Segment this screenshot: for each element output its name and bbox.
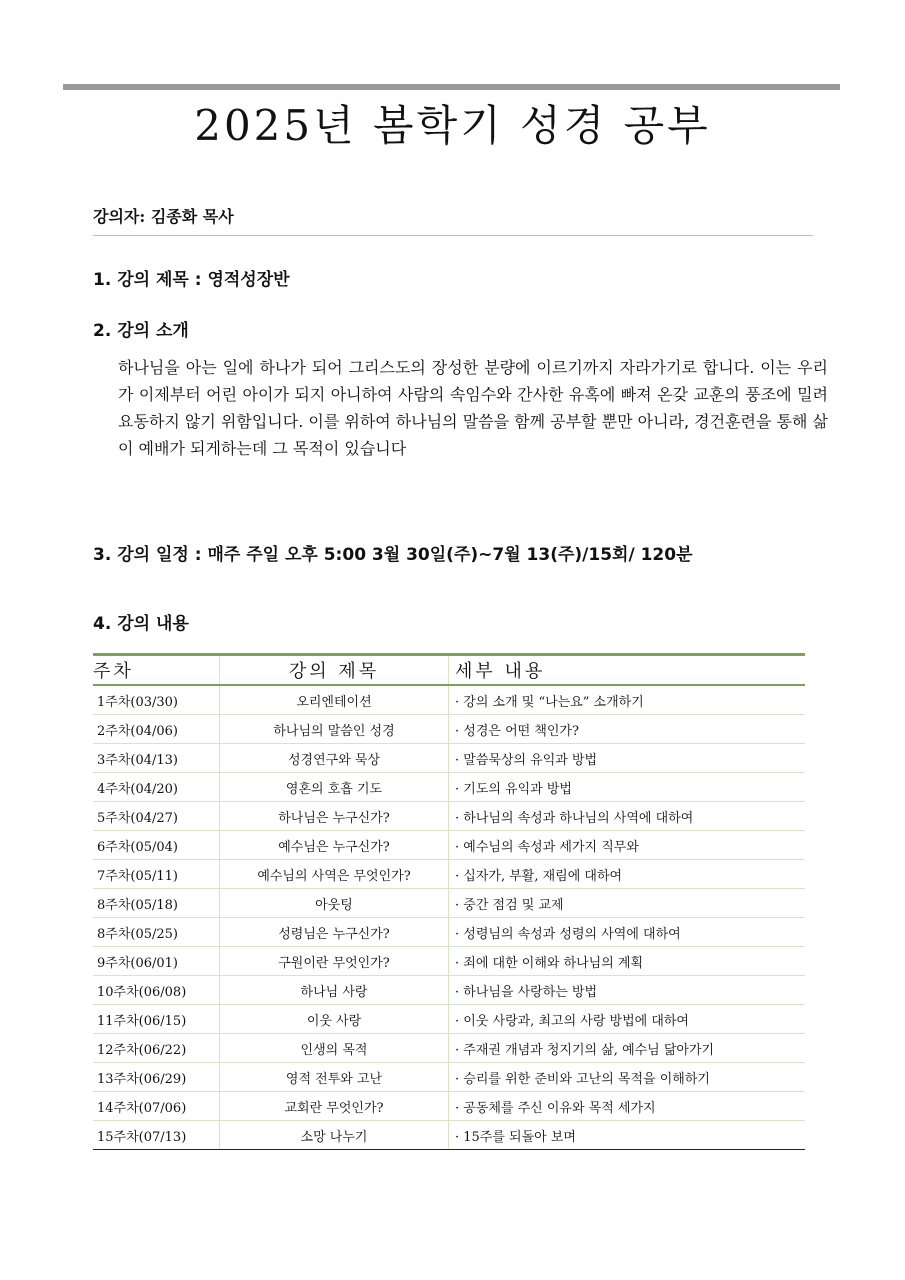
table-row <box>93 1005 805 1034</box>
table-row <box>93 976 805 1005</box>
section-1-heading: 1. 강의 제목 : 영적성장반 <box>93 270 290 290</box>
detail-cell: · 기도의 유익과 방법 <box>449 773 806 802</box>
table-row <box>93 1063 805 1092</box>
week-cell: 8주차(05/18) <box>93 889 220 918</box>
table-row <box>93 773 805 802</box>
document-title: 2025년 봄학기 성경 공부 <box>194 101 711 150</box>
title-cell: 하나님 사랑 <box>220 976 449 1005</box>
title-cell: 성경연구와 묵상 <box>220 744 449 773</box>
title-cell: 예수님은 누구신가? <box>220 831 449 860</box>
lecturer-line: 강의자: 김종화 목사 <box>93 207 234 226</box>
week-cell: 12주차(06/22) <box>93 1034 220 1063</box>
title-cell: 구원이란 무엇인가? <box>220 947 449 976</box>
detail-cell: · 중간 점검 및 교제 <box>449 889 806 918</box>
table-row <box>93 1092 805 1121</box>
title-cell: 아웃팅 <box>220 889 449 918</box>
table-row <box>93 947 805 976</box>
detail-cell: · 강의 소개 및 “나는요” 소개하기 <box>449 685 806 715</box>
week-cell: 4주차(04/20) <box>93 773 220 802</box>
week-cell: 6주차(05/04) <box>93 831 220 860</box>
week-cell: 15주차(07/13) <box>93 1121 220 1150</box>
title-cell: 성령님은 누구신가? <box>220 918 449 947</box>
section-2-body: 하나님을 아는 일에 하나가 되어 그리스도의 장성한 분량에 이르기까지 자라가기로 합니다. 이는 우리가 이제부터 어린 아이가 되지 아니하여 사람의 속임수와 간사한 유혹에 빠져 온갖 교훈의 풍조에 밀려 요동하지 않기 위함입니다. 이를 위하여 하나님의 말씀을 함께 공부할 뿐만 아니라, 경건훈련을 통해 삶이 예배가 되게하는데 그 목적이 있습니다 <box>118 358 828 458</box>
title-cell: 영적 전투와 고난 <box>220 1063 449 1092</box>
title-cell: 하나님의 말씀인 성경 <box>220 715 449 744</box>
header-title: 강의 제목 <box>220 655 449 686</box>
detail-cell: · 죄에 대한 이해와 하나님의 계획 <box>449 947 806 976</box>
header-detail: 세부 내용 <box>455 661 546 682</box>
title-cell: 교회란 무엇인가? <box>220 1092 449 1121</box>
detail-cell: · 15주를 되돌아 보며 <box>449 1121 806 1150</box>
table-row <box>93 1121 805 1150</box>
title-cell: 예수님의 사역은 무엇인가? <box>220 860 449 889</box>
lecturer-divider <box>93 235 813 236</box>
schedule-table <box>93 653 805 1150</box>
detail-cell: · 하나님의 속성과 하나님의 사역에 대하여 <box>449 802 806 831</box>
detail-cell: · 성령님의 속성과 성령의 사역에 대하여 <box>449 918 806 947</box>
week-cell: 13주차(06/29) <box>93 1063 220 1092</box>
table-row <box>93 860 805 889</box>
week-cell: 1주차(03/30) <box>93 685 220 715</box>
table-row <box>93 715 805 744</box>
detail-cell: · 성경은 어떤 책인가? <box>449 715 806 744</box>
table-header-row <box>93 655 805 686</box>
detail-cell: · 십자가, 부활, 재림에 대하여 <box>449 860 806 889</box>
top-divider <box>63 84 840 90</box>
table-row <box>93 1034 805 1063</box>
detail-cell: · 공동체를 주신 이유와 목적 세가지 <box>449 1092 806 1121</box>
title-cell: 영혼의 호흡 기도 <box>220 773 449 802</box>
detail-cell: · 예수님의 속성과 세가지 직무와 <box>449 831 806 860</box>
section-4-heading: 4. 강의 내용 <box>93 614 189 634</box>
week-cell: 11주차(06/15) <box>93 1005 220 1034</box>
table-row <box>93 918 805 947</box>
detail-cell: · 하나님을 사랑하는 방법 <box>449 976 806 1005</box>
detail-cell: · 주재권 개념과 청지기의 삶, 예수님 닮아가기 <box>449 1034 806 1063</box>
table-row <box>93 744 805 773</box>
header-week: 주차 <box>93 655 220 686</box>
week-cell: 7주차(05/11) <box>93 860 220 889</box>
detail-cell: · 말씀묵상의 유익과 방법 <box>449 744 806 773</box>
title-cell: 이웃 사랑 <box>220 1005 449 1034</box>
table-row <box>93 685 805 715</box>
week-cell: 5주차(04/27) <box>93 802 220 831</box>
section-3-heading: 3. 강의 일정 : 매주 주일 오후 5:00 3월 30일(주)~7월 13(주)/15회/ 120분 <box>93 545 693 565</box>
detail-cell: · 승리를 위한 준비와 고난의 목적을 이해하기 <box>449 1063 806 1092</box>
week-cell: 2주차(04/06) <box>93 715 220 744</box>
table-row <box>93 802 805 831</box>
week-cell: 9주차(06/01) <box>93 947 220 976</box>
section-2-heading: 2. 강의 소개 <box>93 321 189 341</box>
title-cell: 오리엔테이션 <box>220 685 449 715</box>
week-cell: 8주차(05/25) <box>93 918 220 947</box>
detail-cell: · 이웃 사랑과, 최고의 사랑 방법에 대하여 <box>449 1005 806 1034</box>
week-cell: 14주차(07/06) <box>93 1092 220 1121</box>
table-row <box>93 889 805 918</box>
title-cell: 하나님은 누구신가? <box>220 802 449 831</box>
table-row <box>93 831 805 860</box>
week-cell: 3주차(04/13) <box>93 744 220 773</box>
week-cell: 10주차(06/08) <box>93 976 220 1005</box>
title-cell: 소망 나누기 <box>220 1121 449 1150</box>
title-cell: 인생의 목적 <box>220 1034 449 1063</box>
